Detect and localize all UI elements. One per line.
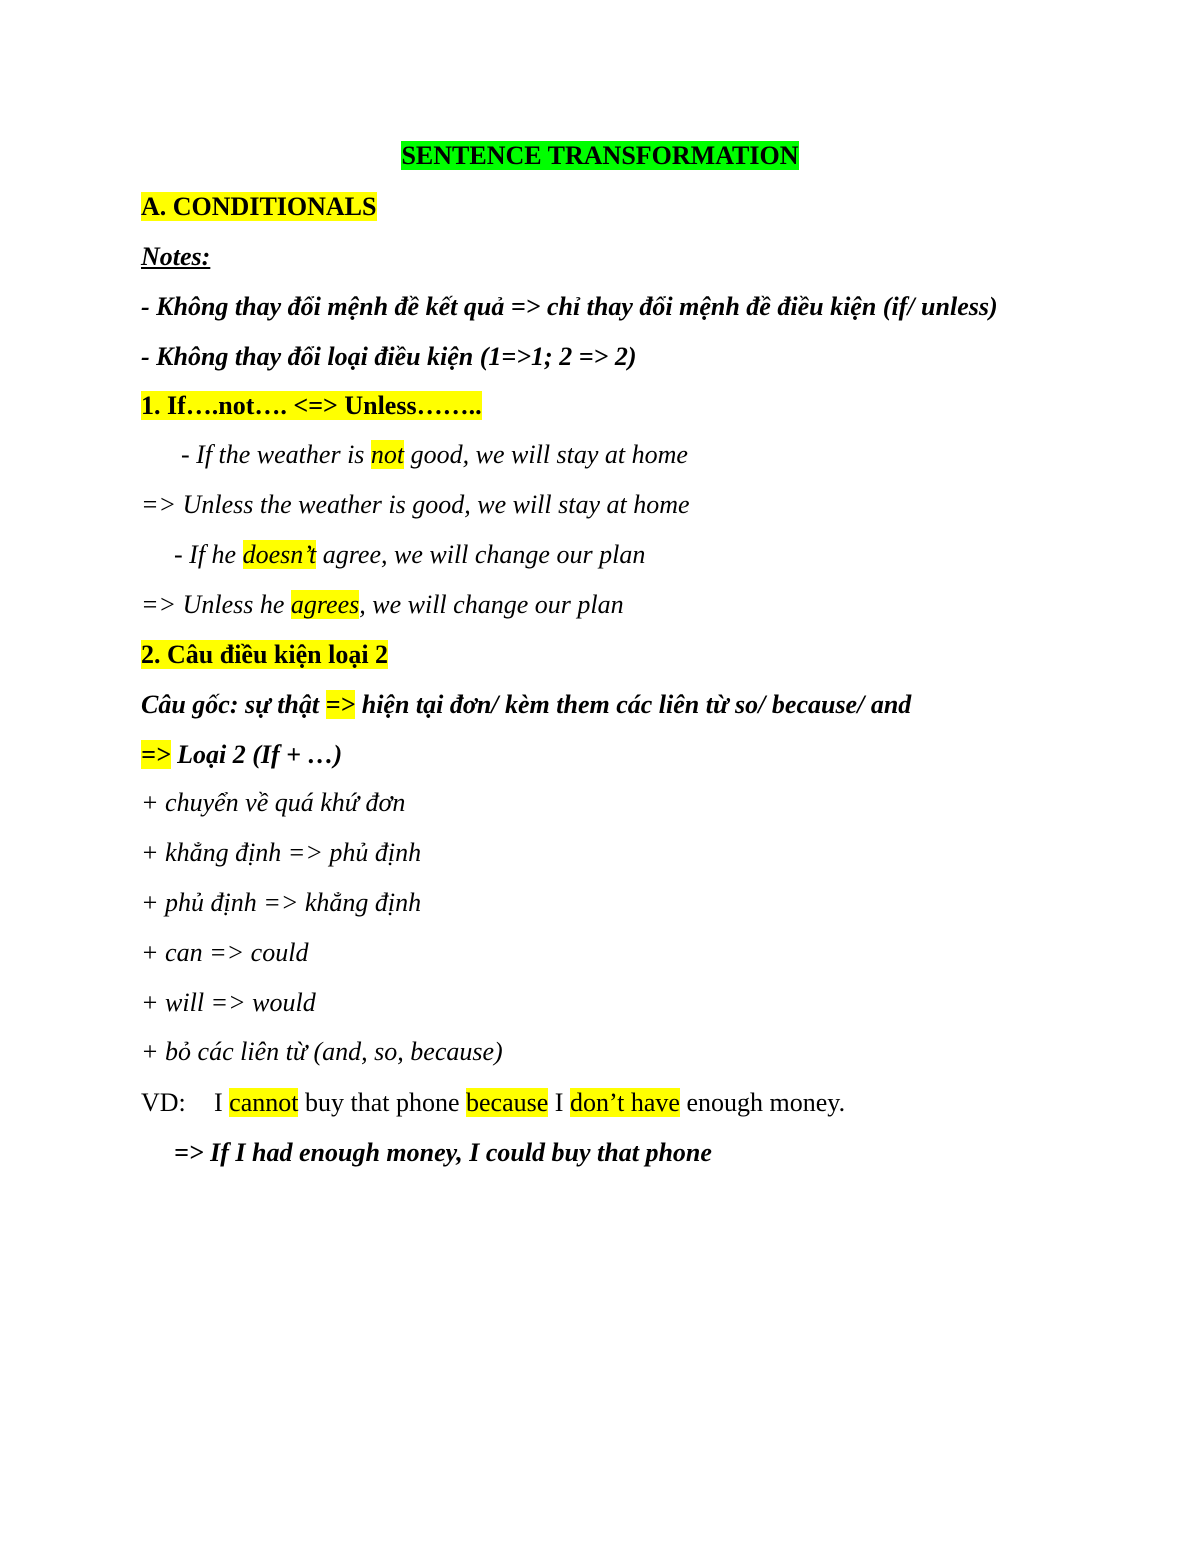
step-item: + bỏ các liên từ (and, so, because)	[141, 1037, 503, 1066]
section-a-text: A. CONDITIONALS	[141, 192, 377, 221]
step-item: + can => could	[141, 938, 309, 967]
step-item: + chuyển về quá khứ đơn	[141, 788, 406, 817]
vd-part-3: I	[548, 1088, 570, 1117]
example-2-original-pre: - If he	[174, 540, 243, 569]
vd-part-1: I	[214, 1088, 230, 1117]
note-2: - Không thay đổi loại điều kiện (1=>1; 2 => 2)	[141, 342, 637, 371]
vd-highlight-because: because	[466, 1088, 549, 1117]
example-vd-sentence	[214, 1086, 845, 1120]
rule-2-heading	[141, 638, 388, 672]
example-2-original	[174, 538, 645, 572]
step-item: + khẳng định => phủ định	[141, 838, 422, 867]
title-highlight: SENTENCE TRANSFORMATION	[401, 141, 799, 170]
loai-2-text: Loại 2 (If + …)	[170, 740, 343, 769]
section-heading-a	[141, 190, 377, 224]
vd-highlight-dont-have: don’t have	[569, 1088, 680, 1117]
cau-goc-line	[141, 688, 911, 722]
vd-part-4: enough money.	[679, 1088, 846, 1117]
step-item: + will => would	[141, 988, 316, 1017]
example-1-original-pre: - If the weather is	[181, 440, 371, 469]
rule-2-text: 2. Câu điều kiện loại 2	[141, 640, 389, 669]
vd-part-2: buy that phone	[298, 1088, 467, 1117]
notes-label: Notes:	[141, 242, 211, 271]
note-1: - Không thay đổi mệnh đề kết quả => chỉ thay đổi mệnh đề điều kiện (if/ unless)	[141, 292, 998, 321]
rule-1-heading	[141, 389, 482, 423]
cau-goc-pre: Câu gốc: sự thật	[141, 690, 326, 719]
example-vd-answer: => If I had enough money, I could buy that phone	[174, 1138, 712, 1167]
rule-1-text: 1. If….not…. <=> Unless……..	[141, 391, 482, 420]
example-2-transformed	[141, 588, 624, 622]
example-1-original	[181, 438, 688, 472]
step-item: + phủ định => khẳng định	[141, 888, 422, 917]
example-2-original-post: agree, we will change our plan	[316, 540, 646, 569]
example-1-original-highlight: not	[370, 440, 405, 469]
vd-highlight-cannot: cannot	[229, 1088, 299, 1117]
loai-2-line	[141, 738, 342, 772]
example-1-transformed: => Unless the weather is good, we will stay at home	[141, 490, 690, 519]
page-title	[0, 139, 1200, 173]
loai-2-arrow-highlight: =>	[141, 740, 171, 769]
cau-goc-post: hiện tại đơn/ kèm them các liên từ so/ because/ and	[355, 690, 912, 719]
cau-goc-arrow-highlight: =>	[325, 690, 356, 719]
example-2-transformed-highlight: agrees	[290, 590, 360, 619]
example-2-transformed-pre: => Unless he	[141, 590, 291, 619]
example-2-original-highlight: doesn’t	[242, 540, 317, 569]
example-1-original-post: good, we will stay at home	[404, 440, 688, 469]
example-vd-label: VD:	[141, 1088, 186, 1117]
example-2-transformed-post: , we will change our plan	[359, 590, 624, 619]
